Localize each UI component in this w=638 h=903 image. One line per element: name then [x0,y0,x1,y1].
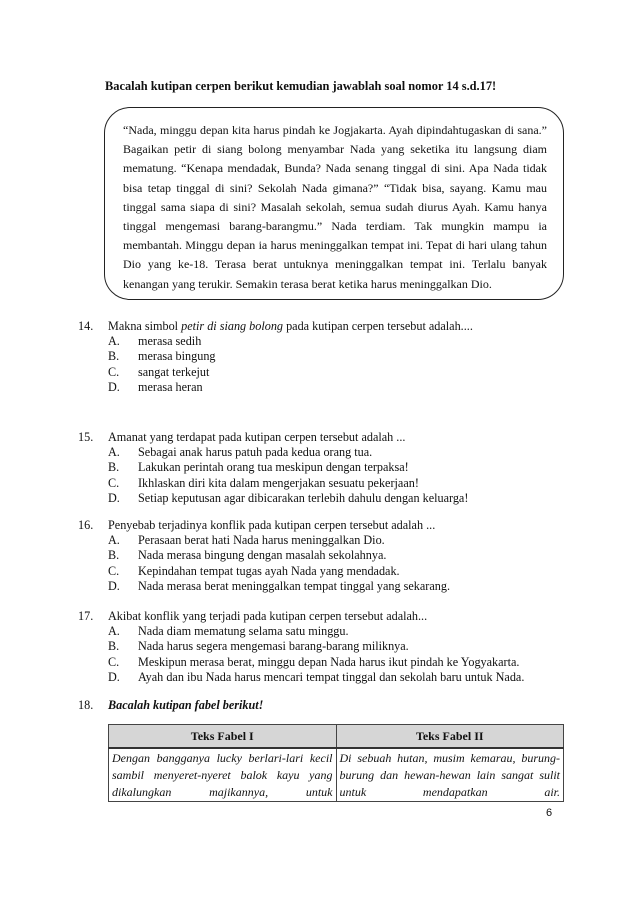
option-text: Sebagai anak harus patuh pada kedua orang tua. [138,445,373,459]
option-letter: B. [108,548,120,563]
option-text: Perasaan berat hati Nada harus meninggalkan Dio. [138,533,385,547]
option-letter: A. [108,445,120,459]
option-text: Ayah dan ibu Nada harus mencari tempat tinggal dan sekolah baru untuk Nada. [138,669,525,684]
question-text: Penyebab terjadinya konflik pada kutipan cerpen tersebut adalah ... [108,518,436,532]
option-text: merasa bingung [138,349,216,364]
option-text: Nada merasa bingung dengan masalah sekolahnya. [138,548,387,563]
answer-option[interactable] [78,639,578,654]
answer-option[interactable] [78,491,578,506]
question-number: 16. [78,518,94,532]
option-letter: C. [108,654,120,669]
option-text: Nada merasa berat meninggalkan tempat tinggal yang sekarang. [138,578,451,593]
fable-table [108,724,564,802]
question-number: 17. [78,609,94,623]
table-header-fabel-1: Teks Fabel I [109,725,337,749]
answer-option[interactable] [78,624,578,639]
question-text: Amanat yang terdapat pada kutipan cerpen tersebut adalah ... [108,430,406,444]
fabel-2-text: Di sebuah hutan, musim kemarau, burung-burung dan hewan-hewan lain sangat sulit untuk mendapatkan air. [336,748,564,802]
answer-option[interactable] [78,460,578,475]
question-18 [78,697,578,713]
option-letter: D. [108,578,120,593]
option-letter: D. [108,379,120,394]
option-letter: B. [108,349,120,364]
question-15 [78,429,578,506]
answer-option[interactable] [78,670,578,685]
fabel-1-text: Dengan bangganya lucky berlari-lari kecil sambil menyeret-nyeret balok kayu yang dikalungkan majikannya, untuk [109,748,337,802]
question-number: 14. [78,319,94,333]
option-text: Kepindahan tempat tugas ayah Nada yang mendadak. [138,563,400,578]
option-text: merasa heran [138,379,203,394]
option-letter: B. [108,639,120,654]
question-16 [78,517,578,594]
answer-option[interactable] [78,579,578,594]
question-text: Akibat konflik yang terjadi pada kutipan cerpen tersebut adalah... [108,609,428,623]
option-text: Nada diam mematung selama satu minggu. [138,624,349,638]
option-letter: C. [108,563,120,578]
question-17 [78,608,578,685]
option-letter: C. [108,364,120,379]
option-letter: A. [108,334,120,348]
option-letter: B. [108,460,120,475]
page-number: 6 [546,807,553,819]
answer-option[interactable] [78,533,578,548]
answer-option[interactable] [78,564,578,579]
answer-option[interactable] [78,476,578,491]
instruction-heading: Bacalah kutipan cerpen berikut kemudian jawablah soal nomor 14 s.d.17! [105,79,497,93]
option-text: sangat terkejut [138,364,210,379]
question-text-part: pada kutipan cerpen tersebut adalah.... [283,319,473,333]
answer-option[interactable] [78,380,578,395]
passage-box [104,107,564,300]
option-text: Lakukan perintah orang tua meskipun dengan terpaksa! [138,460,409,475]
answer-option[interactable] [78,548,578,563]
question-14 [78,318,578,395]
option-letter: D. [108,669,120,684]
option-letter: C. [108,475,120,490]
question-text-italic: petir di siang bolong [181,319,284,333]
question-text-part: Makna simbol [108,319,182,333]
question-number: 15. [78,430,94,444]
answer-option[interactable] [78,365,578,380]
question-number: 18. [78,698,94,712]
question-text [108,318,578,334]
answer-option[interactable] [78,349,578,364]
answer-option[interactable] [78,655,578,670]
option-text: merasa sedih [138,334,202,348]
option-text: Setiap keputusan agar dibicarakan terlebih dahulu dengan keluarga! [138,490,469,505]
answer-option[interactable] [78,445,578,460]
option-text: Ikhlaskan diri kita dalam mengerjakan sesuatu pekerjaan! [138,475,419,490]
answer-option[interactable] [78,334,578,349]
option-text: Nada harus segera mengemasi barang-barang miliknya. [138,639,409,654]
passage-text: “Nada, minggu depan kita harus pindah ke Jogjakarta. Ayah dipindahtugaskan di sana.” Bagaikan petir di siang bolong menyambar Nada yang seketika itu langsung diam mematung. “Kenapa mendadak, Bunda? Nada senang tinggal di sini. Apa Nada tidak bisa tetap tinggal di sini? Sekolah Nada gimana?” “Tidak bisa, sayang. Kamu mau tinggal sama siapa di sini? Masalah sekolah, semua sudah diurus Ayah. Kamu hanya tinggal mengemasi barang-barangmu.” Nada terdiam. Tak mungkin mampu ia membantah. Minggu depan ia harus meninggalkan tempat ini. Tepat di hari ulang tahun Dio yang ke-18. Terasa berat untuknya meninggalkan tempat ini. Terlalu banyak kenangan yang terukir. Semakin terasa berat ketika harus meninggalkan Dio. [123,123,547,291]
table-header-fabel-2: Teks Fabel II [336,725,564,749]
option-letter: A. [108,533,120,547]
option-letter: D. [108,490,120,505]
table-row [109,748,564,802]
option-text: Meskipun merasa berat, minggu depan Nada harus ikut pindah ke Yogyakarta. [138,654,520,669]
option-letter: A. [108,624,120,638]
question-text: Bacalah kutipan fabel berikut! [108,698,264,712]
